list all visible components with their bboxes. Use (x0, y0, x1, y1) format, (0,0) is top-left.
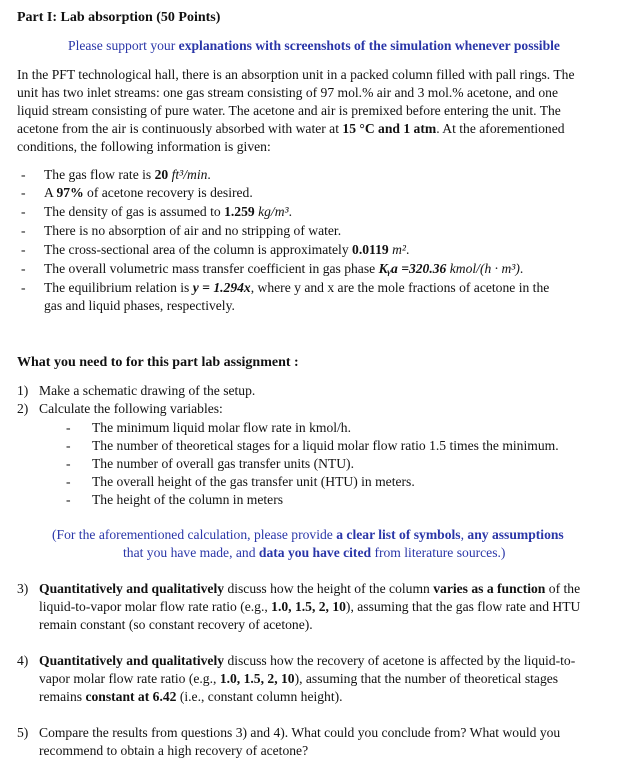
question-4-line-2: vapor molar flow rate ratio (e.g., 1.0, 1.5, 2, 10), assuming that the number of theoretical stages (39, 671, 559, 686)
intro-line-3: liquid stream consisting of pure water. The acetone and air is premixed before entering the unit. The (17, 103, 561, 118)
question-2: 2) Calculate the following variables: (17, 401, 223, 416)
question-3-line-1: Quantitatively and qualitatively discuss how the height of the column varies as a function of the (39, 581, 581, 596)
intro-line-4: acetone from the air is continuously absorbed with water at 15 °C and 1 atm. At the aforementioned (17, 121, 565, 136)
calc-note-line-1: (For the aforementioned calculation, please provide a clear list of symbols, any assumptions (52, 527, 564, 542)
section-heading: What you need to for this part lab assignment : (17, 355, 299, 370)
question-4-number: 4) (17, 653, 29, 668)
question-4-line-1: Quantitatively and qualitatively discuss how the recovery of acetone is affected by the liquid-to- (39, 653, 576, 668)
given-continuation: gas and liquid phases, respectively. (44, 298, 235, 313)
question-1: 1) Make a schematic drawing of the setup. (17, 383, 256, 398)
question-5-number: 5) (17, 725, 29, 740)
screenshot-note: Please support your explanations with screenshots of the simulation whenever possible (68, 38, 560, 53)
question-3-line-2: liquid-to-vapor molar flow rate ratio (e.g., 1.0, 1.5, 2, 10), assuming that the gas flow rate and HTU (39, 599, 581, 614)
question-4-line-3: remains constant at 6.42 (i.e., constant column height). (39, 689, 343, 704)
question-5-line-2: recommend to obtain a high recovery of acetone? (39, 743, 309, 758)
question-3-line-3: remain constant (so constant recovery of acetone). (39, 617, 313, 632)
calc-note-line-2: that you have made, and data you have cited from literature sources.) (123, 545, 506, 560)
question-3-number: 3) (17, 581, 29, 596)
intro-line-1: In the PFT technological hall, there is an absorption unit in a packed column filled with pall rings. The (17, 67, 575, 82)
question-5-line-1: Compare the results from questions 3) and 4). What could you conclude from? What would you (39, 725, 561, 740)
page-title: Part I: Lab absorption (50 Points) (17, 10, 221, 25)
document-page: Part I: Lab absorption (50 Points) Please support your explanations with screenshots of the simulation whenever possible In the PFT technological hall, there is an absorption unit in a packed column filled with pall rings. The unit has two inlet streams: one gas stream consisting of 97 mol.% air and 3 mol.% acetone, and one liquid stream consisting of pure water. The acetone and air is premixed before entering the unit. The acetone from the air is continuously absorbed with water at 15 °C and 1 atm. At the aforementioned conditions, the following information is given: - The gas flow rate is 20 ft³/min. - A 97% of acetone recovery is desired. - The density of gas is assumed to 1.259 kg/m³. - There is no absorption of air and no stripping of water. - The cross-sectional area of the column is approximately 0.0119 m². - The overall volumetric mass transfer coefficient in gas phase Kᵧa =320.36 kmol/(h · m³). - The equilibrium relation is y = 1.294x, where y and x are the mole fractions of acetone in the gas and liquid phases, respectively. What you need to for this part lab assignment : 1) Make a schematic drawing of the setup. 2) Calculate the following variables: - The minimum liquid molar flow rate in kmol/h. - The number of theoretical stages for a liquid molar flow ratio 1.5 times the minimum. - The number of overall gas transfer units (NTU). - The overall height of the gas transfer unit (HTU) in meters. - The height of the column in meters (For the aforementioned calculation, please provide a clear list of symbols, any assumptions that you have made, and data you have cited from literature sources.) 3) Quantitatively and qualitatively discuss how the height of the column varies as a function of the liquid-to-vapor molar flow rate ratio (e.g., 1.0, 1.5, 2, 10), assuming that the gas flow rate and HTU remain constant (so constant recovery of acetone). 4) Quantitatively and qualitatively discuss how the recovery of acetone is affected by the liquid-to- vapor molar flow rate ratio (e.g., 1.0, 1.5, 2, 10), assuming that the number of theoretical stages remains constant at 6.42 (i.e., constant column height). 5) Compare the results from questions 3) and 4). What could you conclude from? What would you recommend to obtain a high recovery of acetone? (0, 0, 628, 764)
intro-line-2: unit has two inlet streams: one gas stream consisting of 97 mol.% air and 3 mol.% acetone, and one (17, 85, 558, 100)
intro-line-5: conditions, the following information is given: (17, 139, 271, 154)
